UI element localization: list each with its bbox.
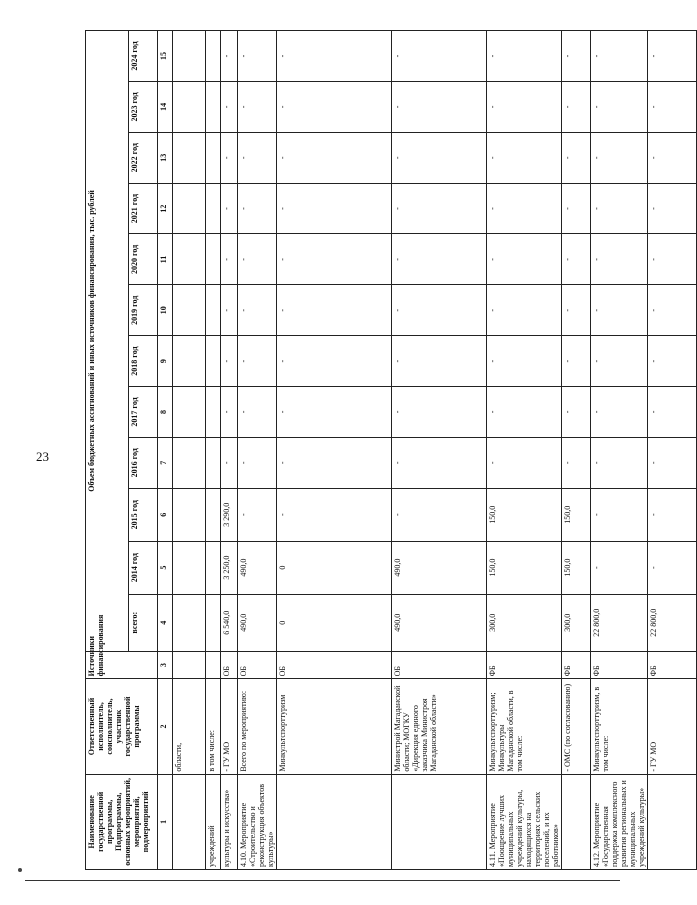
row-year-value: - [591,387,648,438]
row-year-value: 150,0 [487,541,562,594]
row-name: культуры и искусства» [221,774,238,869]
row-year-value [173,81,206,132]
row-year-value: - [238,132,277,183]
row-name [173,774,206,869]
row-responsible: Минкультспорттуризм, в том числе: [591,679,648,774]
row-year-value: - [221,183,238,234]
row-source: ФБ [648,651,697,679]
row-year-value: - [648,285,697,336]
row-year-value [173,387,206,438]
row-year-value: - [562,132,591,183]
row-year-value: - [591,336,648,387]
row-year-value: - [277,387,392,438]
row-year-value: - [648,541,697,594]
row-year-value: 0 [277,541,392,594]
table-row [591,31,648,870]
row-name [648,774,697,869]
header-volume: Объем бюджетных ассигнований и иных источников финансирования, тыс. рублей [86,31,129,652]
row-year-value: - [238,81,277,132]
row-responsible: - ГУ МО [221,679,238,774]
row-name: учреждений [206,774,221,869]
row-year-value [206,336,221,387]
column-number: 8 [158,387,173,438]
row-year-value: - [221,437,238,488]
column-number: 7 [158,437,173,488]
row-year-value [173,31,206,82]
row-responsible: Министрой Магаданской области; МОГКУ «Дирекция единого заказчика Министроя Магаданской области» [392,679,487,774]
column-number: 6 [158,488,173,541]
row-source: ОБ [277,651,392,679]
row-year-value: - [221,31,238,82]
row-year-value: - [591,234,648,285]
row-year-value: - [487,234,562,285]
column-number: 14 [158,81,173,132]
row-name: 4.10. Мероприятие «Строительство и реконструкция объектов культуры» [238,774,277,869]
row-year-value: - [487,183,562,234]
row-year-value: - [392,234,487,285]
row-responsible: Минкультспорттуризм; Минкультуры Магаданской области, в том числе: [487,679,562,774]
table-body [173,31,697,870]
row-year-value: - [221,81,238,132]
row-year-value: - [648,488,697,541]
row-name [277,774,392,869]
row-year-value [173,285,206,336]
header-responsible: Ответственный исполнитель, соисполнитель, участник государственной программы [86,679,158,774]
row-year-value [206,541,221,594]
row-year-value: - [221,336,238,387]
row-year-value: - [562,387,591,438]
header-source: Источники финансирования [86,651,158,679]
table-row [277,31,392,870]
row-year-value: 3 250,0 [221,541,238,594]
row-year-value: - [277,234,392,285]
row-year-value: - [562,336,591,387]
header-year: 2020 год [129,234,158,285]
row-year-value [173,488,206,541]
row-year-value: - [487,437,562,488]
row-year-value: - [277,285,392,336]
row-year-value: - [562,234,591,285]
row-year-value: - [648,183,697,234]
row-year-value: - [648,132,697,183]
row-year-value: - [392,387,487,438]
header-year: 2015 год [129,488,158,541]
row-year-value: - [487,336,562,387]
row-year-value: - [238,285,277,336]
table-row [173,31,206,870]
row-total: 490,0 [238,594,277,651]
row-year-value: - [487,132,562,183]
column-number: 13 [158,132,173,183]
column-number: 1 [158,774,173,869]
header-year: 2014 год [129,541,158,594]
row-year-value: - [648,234,697,285]
row-year-value: - [562,183,591,234]
row-source: ОБ [238,651,277,679]
row-total: 22 800,0 [591,594,648,651]
row-year-value: - [277,183,392,234]
row-name: 4.11. Мероприятие «Поощрение лучших муниципальных учреждений культуры, находящихся на территориях сельских поселений, и их работников» [487,774,562,869]
row-year-value: - [277,81,392,132]
row-year-value: 150,0 [487,488,562,541]
header-year: 2016 год [129,437,158,488]
row-year-value [206,285,221,336]
column-number-row [158,31,173,870]
row-year-value: - [392,31,487,82]
row-name: 4.12. Мероприятие «Государственная поддержка комплексного развития региональных и муниципальных учреждений культуры» [591,774,648,869]
row-year-value [206,81,221,132]
row-responsible: Минкультспорттуризм [277,679,392,774]
column-number: 4 [158,594,173,651]
row-year-value [206,387,221,438]
row-source [206,651,221,679]
row-year-value: - [591,285,648,336]
budget-table [85,30,697,870]
row-year-value: - [648,437,697,488]
row-year-value [206,132,221,183]
row-year-value: - [562,31,591,82]
row-year-value [206,183,221,234]
column-number: 12 [158,183,173,234]
scan-artifact [18,868,22,872]
header-total: всего: [129,594,158,651]
row-year-value [173,132,206,183]
row-year-value: 150,0 [562,488,591,541]
row-name [392,774,487,869]
table-row [487,31,562,870]
row-year-value: - [277,132,392,183]
column-number: 2 [158,679,173,774]
row-total: 300,0 [487,594,562,651]
row-year-value: - [562,437,591,488]
table-row [648,31,697,870]
row-total [173,594,206,651]
row-total [206,594,221,651]
row-total: 22 800,0 [648,594,697,651]
row-year-value: - [238,387,277,438]
header-year: 2018 год [129,336,158,387]
row-year-value: - [591,132,648,183]
row-year-value: - [562,81,591,132]
row-source: ФБ [562,651,591,679]
column-number: 15 [158,31,173,82]
row-source: ОБ [392,651,487,679]
row-year-value [206,488,221,541]
row-year-value: - [277,31,392,82]
row-year-value: - [392,81,487,132]
row-year-value: - [487,81,562,132]
page-number: 23 [36,449,49,464]
row-source [173,651,206,679]
row-year-value: - [591,488,648,541]
row-year-value: - [392,183,487,234]
table-row [206,31,221,870]
row-year-value: - [221,387,238,438]
header-row [86,31,129,870]
row-year-value [173,437,206,488]
row-responsible: Всего по мероприятию: [238,679,277,774]
row-year-value: 490,0 [238,541,277,594]
row-source: ФБ [591,651,648,679]
column-number: 10 [158,285,173,336]
row-total: 0 [277,594,392,651]
row-year-value: 490,0 [392,541,487,594]
row-year-value: - [392,488,487,541]
table-row [221,31,238,870]
row-year-value: - [591,437,648,488]
row-year-value: - [238,336,277,387]
row-year-value: - [392,336,487,387]
row-year-value: - [487,387,562,438]
row-year-value: - [238,31,277,82]
row-year-value [173,234,206,285]
row-year-value: - [277,488,392,541]
row-year-value: - [238,488,277,541]
row-year-value [173,336,206,387]
header-year: 2023 год [129,81,158,132]
header-year: 2017 год [129,387,158,438]
row-total: 490,0 [392,594,487,651]
header-year: 2021 год [129,183,158,234]
table-row [238,31,277,870]
row-year-value: - [591,31,648,82]
table-row [392,31,487,870]
row-year-value: - [238,183,277,234]
row-year-value [173,541,206,594]
row-year-value: - [221,234,238,285]
column-number: 11 [158,234,173,285]
row-year-value [206,437,221,488]
header-year: 2022 год [129,132,158,183]
row-year-value [173,183,206,234]
row-year-value: - [221,132,238,183]
row-year-value: - [392,132,487,183]
row-year-value: - [562,285,591,336]
row-year-value [206,31,221,82]
table-row [562,31,591,870]
column-number: 9 [158,336,173,387]
row-year-value: - [591,81,648,132]
row-year-value: - [277,336,392,387]
row-year-value: - [648,81,697,132]
row-name [562,774,591,869]
row-year-value: - [392,437,487,488]
row-year-value [206,234,221,285]
row-year-value: - [648,387,697,438]
row-source: ФБ [487,651,562,679]
row-year-value: 3 290,0 [221,488,238,541]
row-responsible: - ОМС (по согласованию) [562,679,591,774]
row-year-value: - [648,336,697,387]
row-year-value: - [648,31,697,82]
row-year-value: - [487,285,562,336]
column-number: 3 [158,651,173,679]
row-year-value: - [392,285,487,336]
row-year-value: - [238,437,277,488]
row-year-value: - [221,285,238,336]
row-source: ОБ [221,651,238,679]
row-year-value: - [238,234,277,285]
row-total: 6 540,0 [221,594,238,651]
column-number: 5 [158,541,173,594]
page-bottom-rule [25,880,620,881]
header-year: 2019 год [129,285,158,336]
header-year: 2024 год [129,31,158,82]
row-year-value: - [591,541,648,594]
header-name: Наименование государственной программы, Подпрограммы, основных мероприятий, мероприятий, подмероприятий [86,774,158,869]
row-total: 300,0 [562,594,591,651]
budget-table-rotated [85,30,658,870]
row-year-value: - [277,437,392,488]
row-responsible: в том числе: [206,679,221,774]
row-year-value: - [487,31,562,82]
row-year-value: 150,0 [562,541,591,594]
row-responsible: - ГУ МО [648,679,697,774]
row-year-value: - [591,183,648,234]
row-responsible: области, [173,679,206,774]
